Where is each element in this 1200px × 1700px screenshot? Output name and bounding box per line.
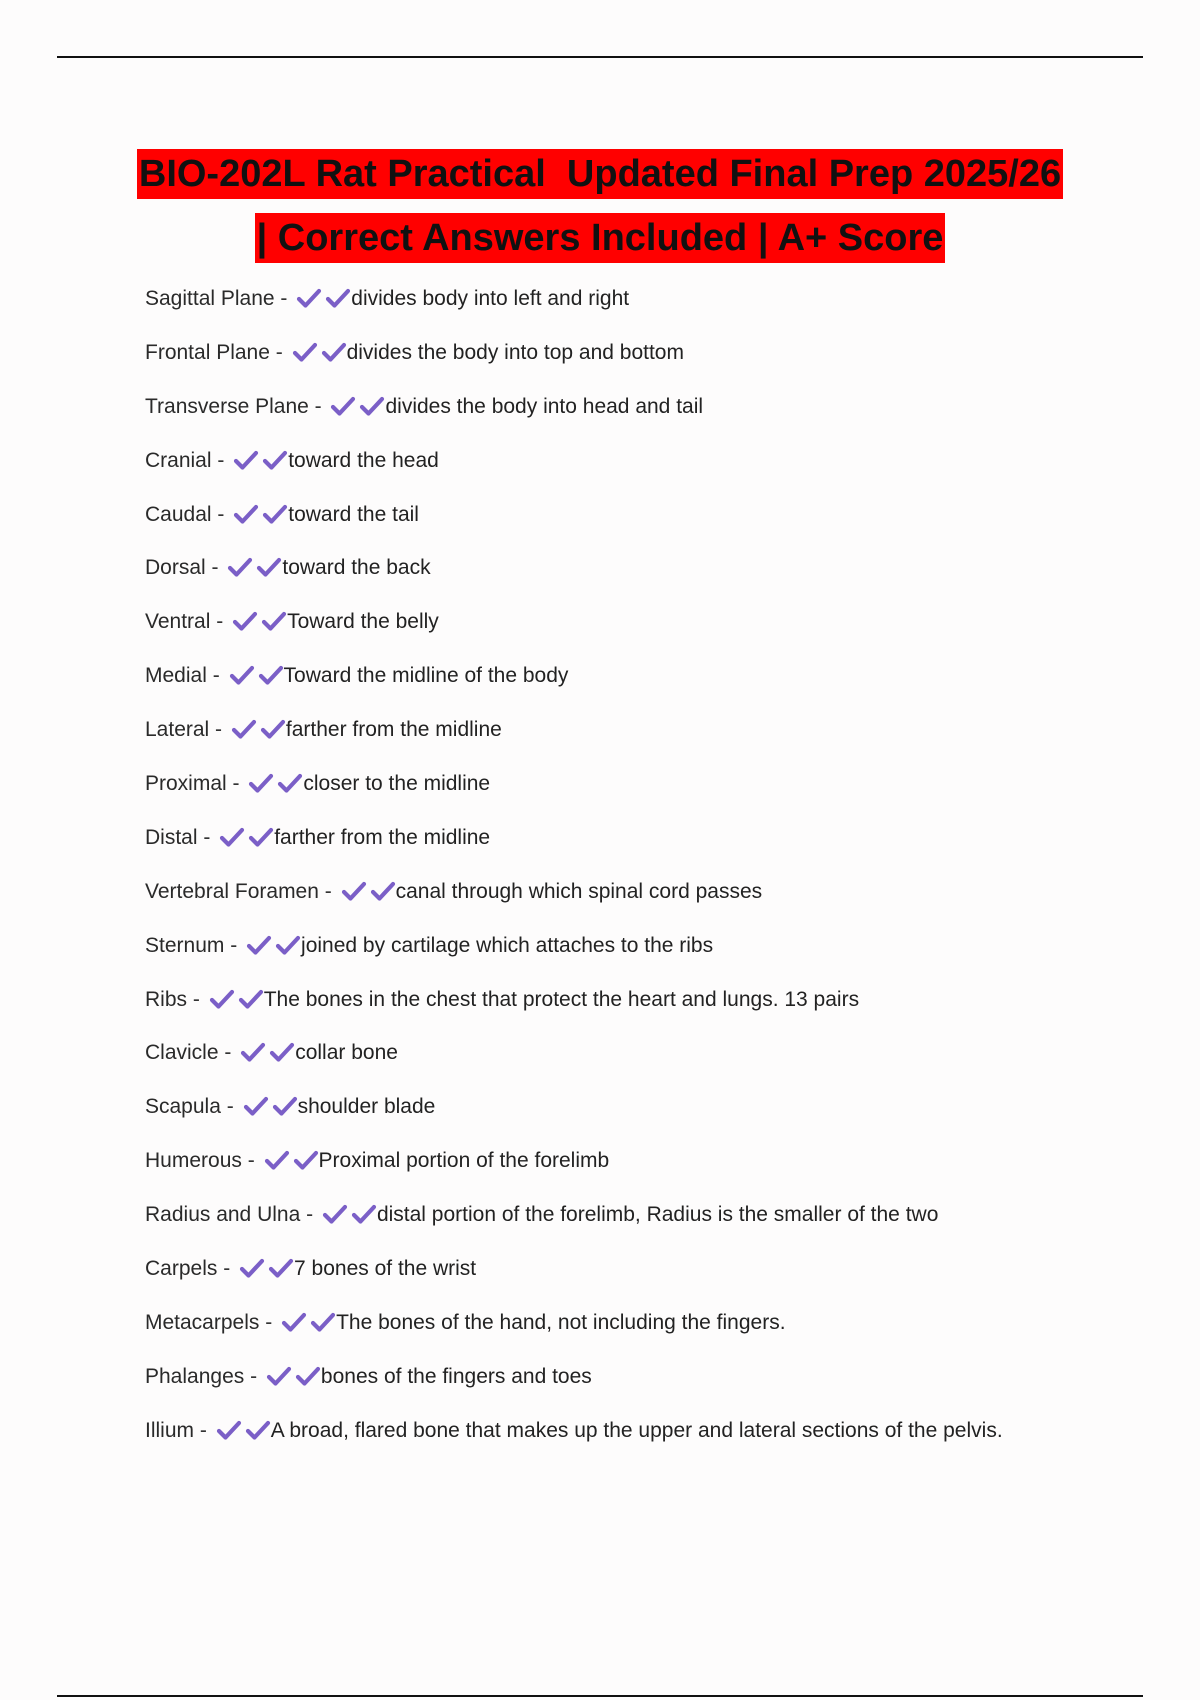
checkmark-icon [264, 1149, 290, 1171]
flashcard-entry [145, 1094, 1145, 1148]
entry-term: Phalanges [145, 1364, 245, 1388]
entry-term: Medial [145, 664, 207, 688]
entry-separator: - [217, 1257, 237, 1281]
checkmark-icon [261, 610, 287, 632]
checkmark-icon [341, 880, 367, 902]
checkmark-icon [233, 449, 259, 471]
checkmark-icon [293, 1149, 319, 1171]
checkmark-icon [233, 503, 259, 525]
checkmark-icon [296, 287, 322, 309]
entry-separator: - [210, 610, 230, 634]
entry-term: Ventral [145, 610, 211, 634]
checkmark-icon [246, 934, 272, 956]
entry-definition: Proximal portion of the forelimb [318, 1149, 610, 1173]
checkmark-icon [272, 1095, 298, 1117]
entry-definition: farther from the midline [285, 718, 502, 742]
entry-definition: divides body into left and right [351, 287, 630, 310]
entry-definition: toward the head [288, 448, 439, 472]
flashcard-entry [145, 1256, 1145, 1310]
entry-separator: - [187, 987, 206, 1011]
entry-term: Distal [145, 825, 198, 849]
bottom-rule [57, 1695, 1143, 1697]
entry-definition: joined by cartilage which attaches to the ribs [301, 933, 714, 957]
entry-separator: - [274, 287, 294, 310]
entry-separator: - [308, 394, 328, 418]
entry-separator: - [209, 718, 228, 742]
entry-term: Caudal [145, 502, 212, 526]
entry-term: Ribs [145, 987, 188, 1011]
checkmark-icon [281, 1311, 307, 1333]
title-line-2: | Correct Answers Included | A+ Score [255, 213, 946, 263]
checkmark-icon [227, 556, 253, 578]
entry-term: Carpels [145, 1257, 218, 1281]
entry-term: Sternum [145, 933, 225, 957]
checkmark-icon [268, 1257, 294, 1279]
entry-definition: 7 bones of the wrist [294, 1257, 477, 1281]
entry-definition: Toward the belly [287, 610, 439, 634]
entry-separator: - [206, 664, 226, 688]
entry-term: Proximal [145, 772, 227, 796]
checkmark-icon [240, 1041, 266, 1063]
checkmark-icon [216, 1419, 242, 1441]
checkmark-icon [239, 1257, 265, 1279]
top-rule [57, 56, 1143, 58]
flashcard-entry [145, 286, 1145, 340]
flashcard-entry [145, 1148, 1145, 1202]
entry-term: Clavicle [145, 1041, 219, 1065]
checkmark-icon [256, 556, 282, 578]
entry-term: Frontal Plane [145, 340, 270, 364]
flashcard-entry [145, 1202, 1145, 1256]
entry-separator: - [211, 502, 231, 526]
entry-definition: closer to the midline [303, 772, 491, 796]
entry-term: Radius and Ulna [145, 1203, 301, 1227]
checkmark-icon [292, 341, 318, 363]
checkmark-icon [330, 395, 356, 417]
checkmark-icon [321, 341, 347, 363]
entry-separator: - [269, 340, 289, 364]
checkmark-icon [322, 1203, 348, 1225]
flashcard-entry [145, 1040, 1145, 1094]
checkmark-icon [277, 772, 303, 794]
entry-separator: - [300, 1203, 319, 1227]
entry-term: Sagittal Plane [145, 287, 275, 310]
entry-term: Vertebral Foramen [145, 879, 319, 903]
checkmark-icon [262, 503, 288, 525]
entry-definition: Toward the midline of the body [283, 664, 569, 688]
checkmark-icon [269, 1041, 295, 1063]
flashcard-entry [145, 340, 1145, 394]
entry-separator: - [197, 825, 217, 849]
checkmark-icon [351, 1203, 377, 1225]
entry-separator: - [205, 556, 225, 580]
entry-definition: toward the tail [288, 502, 419, 526]
flashcard-entry [145, 555, 1145, 609]
flashcard-entry [145, 502, 1145, 556]
checkmark-icon [245, 1419, 271, 1441]
checkmark-icon [248, 772, 274, 794]
checkmark-icon [266, 1365, 292, 1387]
flashcard-entry [145, 394, 1145, 448]
entry-separator: - [226, 772, 246, 796]
entry-separator: - [318, 879, 338, 903]
entry-definition: A broad, flared bone that makes up the upper and lateral sections of the pelvis. [270, 1418, 1003, 1442]
entry-term: Dorsal [145, 556, 206, 580]
flashcard-entry [145, 717, 1145, 771]
checkmark-icon [295, 1365, 321, 1387]
checkmark-icon [258, 664, 284, 686]
entry-definition: farther from the midline [274, 825, 491, 849]
entry-definition: The bones in the chest that protect the heart and lungs. 13 pairs [263, 987, 860, 1011]
entry-separator: - [259, 1310, 279, 1334]
checkmark-icon [231, 718, 257, 740]
entry-term: Transverse Plane [145, 394, 309, 418]
flashcard-entry [145, 771, 1145, 825]
entry-definition: distal portion of the forelimb, Radius is the smaller of the two [376, 1203, 939, 1227]
checkmark-icon [325, 287, 351, 309]
flashcard-entry [145, 1418, 1145, 1472]
entry-term: Cranial [145, 448, 212, 472]
flashcard-entry [145, 825, 1145, 879]
flashcard-entry [145, 933, 1145, 987]
entry-definition: canal through which spinal cord passes [395, 879, 763, 903]
checkmark-icon [229, 664, 255, 686]
flashcard-entry [145, 1310, 1145, 1364]
checkmark-icon [359, 395, 385, 417]
entry-definition: divides the body into head and tail [385, 394, 704, 418]
title-line-1: BIO-202L Rat Practical Updated Final Prep 2025/26 [137, 149, 1063, 199]
flashcard-entry [145, 879, 1145, 933]
entry-term: Illium [145, 1418, 195, 1442]
checkmark-icon [262, 449, 288, 471]
checkmark-icon [243, 1095, 269, 1117]
entry-definition: The bones of the hand, not including the fingers. [336, 1310, 786, 1334]
flashcard-entry [145, 987, 1145, 1041]
checkmark-icon [275, 934, 301, 956]
entry-separator: - [224, 933, 244, 957]
entry-separator: - [218, 1041, 238, 1065]
flashcard-entry [145, 1364, 1145, 1418]
entry-term: Metacarpels [145, 1310, 260, 1334]
entry-separator: - [220, 1095, 240, 1119]
checkmark-icon [370, 880, 396, 902]
entry-definition: toward the back [282, 556, 431, 580]
checkmark-icon [248, 826, 274, 848]
entry-separator: - [244, 1364, 263, 1388]
flashcard-entry [145, 663, 1145, 717]
entry-definition: shoulder blade [297, 1095, 436, 1119]
checkmark-icon [232, 610, 258, 632]
entry-separator: - [211, 448, 231, 472]
entry-separator: - [194, 1418, 213, 1442]
entry-definition: divides the body into top and bottom [346, 340, 684, 364]
entry-separator: - [241, 1149, 261, 1173]
flashcard-entry [145, 448, 1145, 502]
checkmark-icon [310, 1311, 336, 1333]
checkmark-icon [209, 988, 235, 1010]
entry-definition: collar bone [295, 1041, 398, 1065]
flashcard-entry [145, 609, 1145, 663]
checkmark-icon [219, 826, 245, 848]
checkmark-icon [238, 988, 264, 1010]
document-title [0, 142, 1200, 270]
entry-term: Humerous [145, 1149, 242, 1173]
entry-term: Scapula [145, 1095, 221, 1119]
entry-term: Lateral [145, 718, 210, 742]
entry-definition: bones of the fingers and toes [320, 1364, 592, 1388]
checkmark-icon [260, 718, 286, 740]
flashcard-list [145, 286, 1145, 1472]
